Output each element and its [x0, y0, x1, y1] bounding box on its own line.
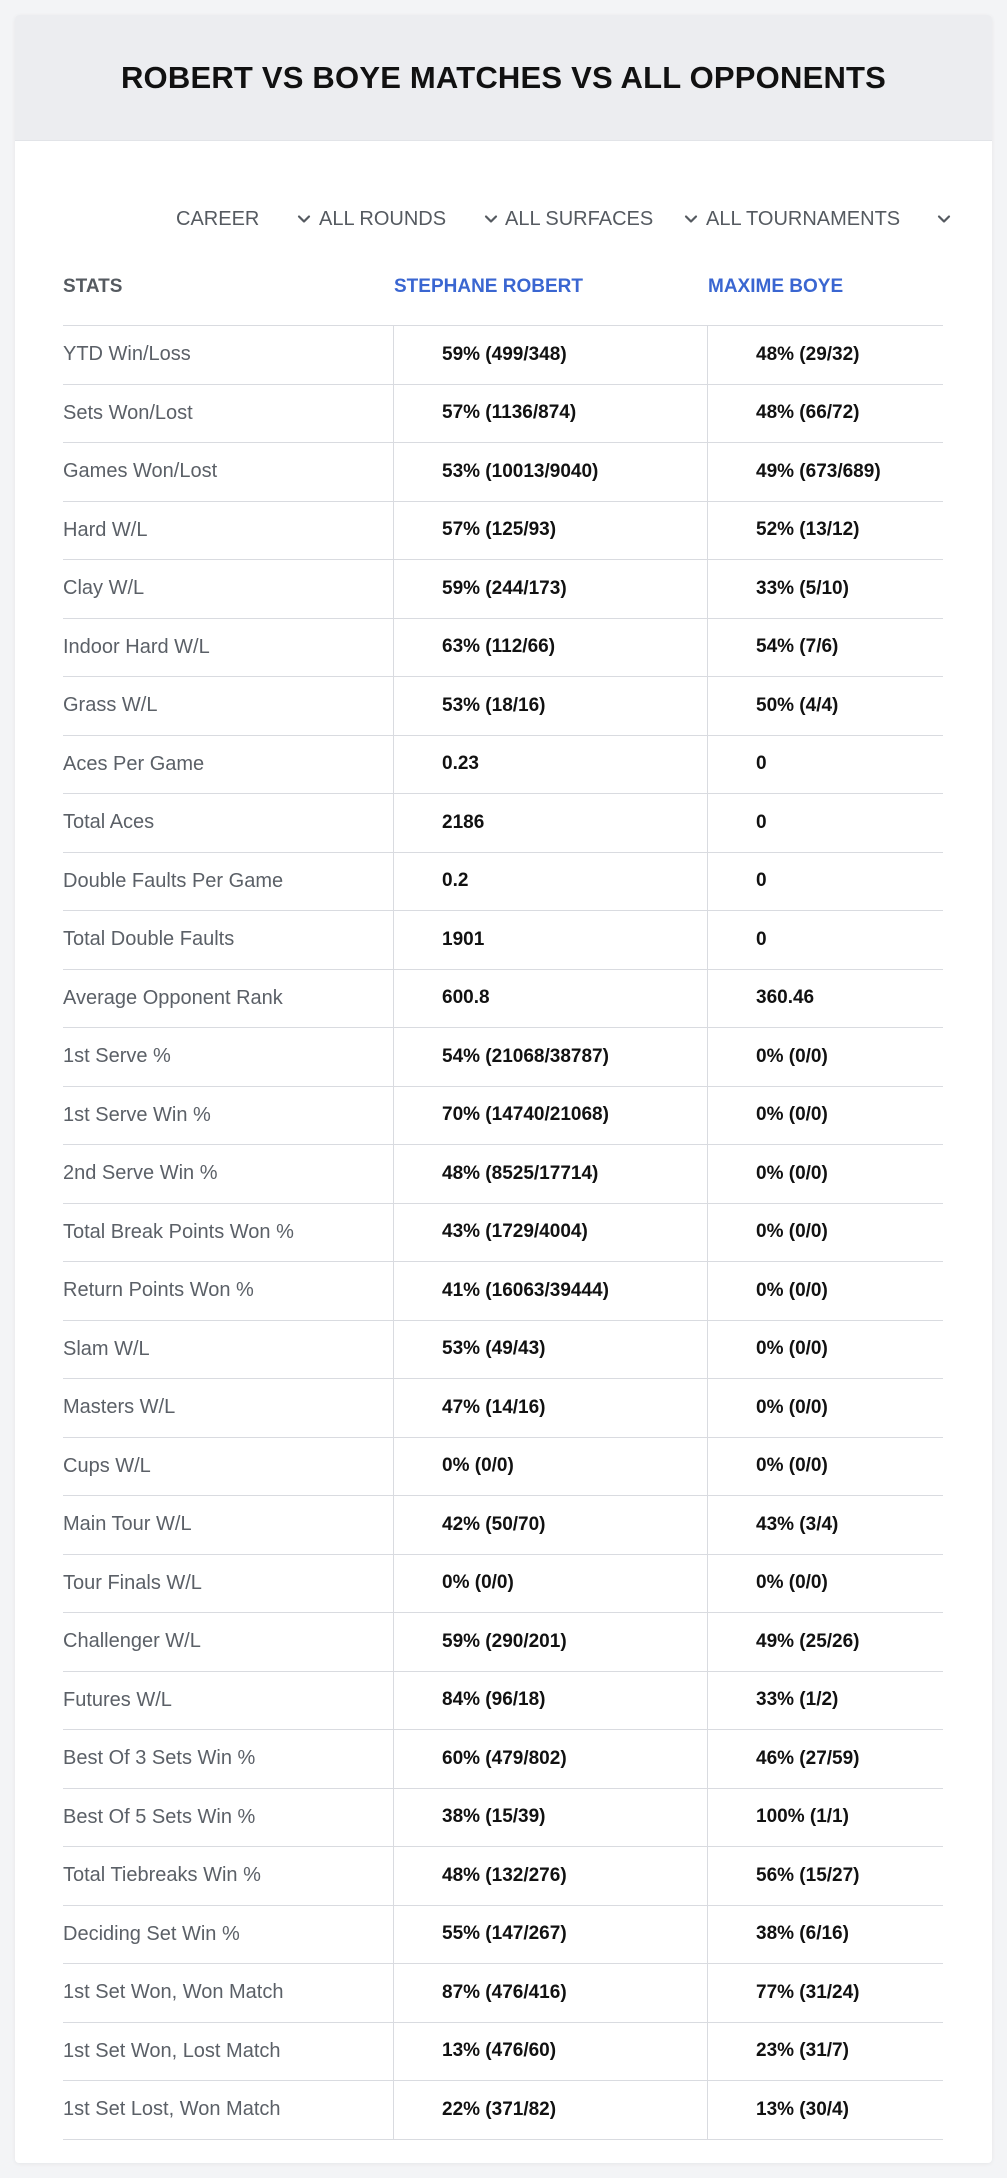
table-row — [63, 1379, 943, 1438]
player1-stat-value: 53% (49/43) — [393, 1321, 707, 1379]
player2-stat-value: 77% (31/24) — [707, 1964, 943, 2022]
table-row — [63, 1028, 943, 1087]
filter-bar — [15, 191, 992, 247]
table-row — [63, 1555, 943, 1614]
player2-stat-value: 0% (0/0) — [707, 1028, 943, 1086]
player2-stat-value: 52% (13/12) — [707, 502, 943, 560]
player2-stat-value: 48% (29/32) — [707, 326, 943, 384]
stat-label: Total Tiebreaks Win % — [63, 1864, 261, 1887]
player2-stat-value: 54% (7/6) — [707, 619, 943, 677]
filter-tournaments-select[interactable] — [706, 191, 952, 247]
table-row — [63, 619, 943, 678]
stat-label: Best Of 3 Sets Win % — [63, 1747, 256, 1770]
stat-label: Grass W/L — [63, 694, 158, 717]
stat-label: Cups W/L — [63, 1454, 151, 1477]
stat-label: Double Faults Per Game — [63, 869, 284, 892]
player1-stat-value: 0.2 — [393, 853, 707, 911]
player2-stat-value: 360.46 — [707, 970, 943, 1028]
table-row — [63, 2081, 943, 2140]
player2-stat-value: 38% (6/16) — [707, 1906, 943, 1964]
player2-stat-value: 43% (3/4) — [707, 1496, 943, 1554]
stat-label: Clay W/L — [63, 577, 145, 600]
stat-label: 1st Serve % — [63, 1045, 171, 1068]
stat-label: Games Won/Lost — [63, 460, 218, 483]
player1-stat-value: 22% (371/82) — [393, 2081, 707, 2139]
table-row — [63, 1496, 943, 1555]
filter-career-select[interactable] — [176, 191, 312, 247]
table-row — [63, 1730, 943, 1789]
chevron-down-icon — [483, 211, 499, 227]
player2-stat-value: 23% (31/7) — [707, 2023, 943, 2081]
table-row — [63, 443, 943, 502]
stat-label: 1st Set Lost, Won Match — [63, 2098, 281, 2121]
stat-label: YTD Win/Loss — [63, 343, 191, 366]
page-title: ROBERT VS BOYE MATCHES VS ALL OPPONENTS — [120, 59, 887, 95]
player1-stat-value: 57% (1136/874) — [393, 385, 707, 443]
stat-label: Return Points Won % — [63, 1279, 254, 1302]
player2-stat-value: 49% (673/689) — [707, 443, 943, 501]
player1-stat-value: 48% (8525/17714) — [393, 1145, 707, 1203]
table-body — [63, 326, 943, 2140]
player1-stat-value: 48% (132/276) — [393, 1847, 707, 1905]
player2-stat-value: 33% (5/10) — [707, 560, 943, 618]
column-header-stats: STATS — [63, 275, 123, 297]
stat-label: 2nd Serve Win % — [63, 1162, 218, 1185]
table-row — [63, 853, 943, 912]
table-row — [63, 1087, 943, 1146]
player2-stat-value: 0% (0/0) — [707, 1262, 943, 1320]
stat-label: Sets Won/Lost — [63, 401, 193, 424]
column-header-player1-link[interactable]: STEPHANE ROBERT — [394, 275, 583, 297]
table-row — [63, 736, 943, 795]
chevron-down-icon — [936, 211, 952, 227]
player1-stat-value: 59% (499/348) — [393, 326, 707, 384]
player1-stat-value: 57% (125/93) — [393, 502, 707, 560]
player1-stat-value: 600.8 — [393, 970, 707, 1028]
stat-label: Total Double Faults — [63, 928, 235, 951]
filter-surfaces-select[interactable] — [505, 191, 699, 247]
stat-label: Main Tour W/L — [63, 1513, 192, 1536]
table-row — [63, 1321, 943, 1380]
player2-stat-value: 0 — [707, 853, 943, 911]
stat-label: Deciding Set Win % — [63, 1922, 240, 1945]
stat-label: 1st Serve Win % — [63, 1103, 211, 1126]
table-row — [63, 1204, 943, 1263]
table-row — [63, 560, 943, 619]
table-row — [63, 2023, 943, 2082]
player1-stat-value: 53% (10013/9040) — [393, 443, 707, 501]
stat-label: Aces Per Game — [63, 752, 205, 775]
table-row — [63, 1262, 943, 1321]
stat-label: Tour Finals W/L — [63, 1571, 202, 1594]
player2-stat-value: 100% (1/1) — [707, 1789, 943, 1847]
player1-stat-value: 1901 — [393, 911, 707, 969]
player1-stat-value: 87% (476/416) — [393, 1964, 707, 2022]
table-row — [63, 677, 943, 736]
player1-stat-value: 41% (16063/39444) — [393, 1262, 707, 1320]
player1-stat-value: 43% (1729/4004) — [393, 1204, 707, 1262]
table-row — [63, 502, 943, 561]
player2-stat-value: 48% (66/72) — [707, 385, 943, 443]
player2-stat-value: 0% (0/0) — [707, 1555, 943, 1613]
player1-stat-value: 0.23 — [393, 736, 707, 794]
table-header — [63, 247, 943, 326]
stat-label: Masters W/L — [63, 1396, 176, 1419]
filter-label: ALL TOURNAMENTS — [706, 207, 901, 230]
stat-label: Futures W/L — [63, 1688, 172, 1711]
stat-label: Total Break Points Won % — [63, 1220, 294, 1243]
stats-table — [63, 247, 943, 2140]
stats-card — [15, 15, 992, 2163]
player2-stat-value: 46% (27/59) — [707, 1730, 943, 1788]
player2-stat-value: 49% (25/26) — [707, 1613, 943, 1671]
player2-stat-value: 13% (30/4) — [707, 2081, 943, 2139]
table-row — [63, 1438, 943, 1497]
stat-label: Hard W/L — [63, 518, 148, 541]
stat-label: Best Of 5 Sets Win % — [63, 1805, 256, 1828]
stat-label: Challenger W/L — [63, 1630, 201, 1653]
stat-label: Average Opponent Rank — [63, 986, 283, 1009]
player2-stat-value: 33% (1/2) — [707, 1672, 943, 1730]
table-row — [63, 1906, 943, 1965]
player1-stat-value: 47% (14/16) — [393, 1379, 707, 1437]
player2-stat-value: 0% (0/0) — [707, 1321, 943, 1379]
player1-stat-value: 38% (15/39) — [393, 1789, 707, 1847]
filter-label: ALL ROUNDS — [319, 207, 447, 230]
table-row — [63, 1847, 943, 1906]
player2-stat-value: 0 — [707, 794, 943, 852]
player1-stat-value: 84% (96/18) — [393, 1672, 707, 1730]
table-row — [63, 1964, 943, 2023]
chevron-down-icon — [296, 211, 312, 227]
table-row — [63, 385, 943, 444]
player2-stat-value: 0% (0/0) — [707, 1438, 943, 1496]
player2-stat-value: 0% (0/0) — [707, 1204, 943, 1262]
player1-stat-value: 13% (476/60) — [393, 2023, 707, 2081]
player1-stat-value: 2186 — [393, 794, 707, 852]
stat-label: Total Aces — [63, 811, 155, 834]
player1-stat-value: 0% (0/0) — [393, 1555, 707, 1613]
chevron-down-icon — [683, 211, 699, 227]
player1-stat-value: 70% (14740/21068) — [393, 1087, 707, 1145]
filter-label: CAREER — [176, 207, 260, 230]
player1-stat-value: 53% (18/16) — [393, 677, 707, 735]
player1-stat-value: 60% (479/802) — [393, 1730, 707, 1788]
player2-stat-value: 56% (15/27) — [707, 1847, 943, 1905]
table-row — [63, 1613, 943, 1672]
player1-stat-value: 59% (290/201) — [393, 1613, 707, 1671]
filter-label: ALL SURFACES — [505, 207, 654, 230]
player1-stat-value: 54% (21068/38787) — [393, 1028, 707, 1086]
player2-stat-value: 50% (4/4) — [707, 677, 943, 735]
player1-stat-value: 59% (244/173) — [393, 560, 707, 618]
table-row — [63, 1672, 943, 1731]
player2-stat-value: 0% (0/0) — [707, 1087, 943, 1145]
player1-stat-value: 63% (112/66) — [393, 619, 707, 677]
column-header-player2-link[interactable]: MAXIME BOYE — [708, 275, 844, 297]
player1-stat-value: 42% (50/70) — [393, 1496, 707, 1554]
table-row — [63, 970, 943, 1029]
card-header — [15, 15, 992, 141]
table-row — [63, 1145, 943, 1204]
table-row — [63, 326, 943, 385]
player2-stat-value: 0% (0/0) — [707, 1379, 943, 1437]
table-row — [63, 911, 943, 970]
table-row — [63, 1789, 943, 1848]
stat-label: 1st Set Won, Lost Match — [63, 2039, 281, 2062]
table-row — [63, 794, 943, 853]
player1-stat-value: 0% (0/0) — [393, 1438, 707, 1496]
filter-rounds-select[interactable] — [319, 191, 499, 247]
stat-label: Indoor Hard W/L — [63, 635, 210, 658]
stat-label: Slam W/L — [63, 1337, 150, 1360]
player2-stat-value: 0 — [707, 736, 943, 794]
player2-stat-value: 0 — [707, 911, 943, 969]
player2-stat-value: 0% (0/0) — [707, 1145, 943, 1203]
stat-label: 1st Set Won, Won Match — [63, 1981, 284, 2004]
player1-stat-value: 55% (147/267) — [393, 1906, 707, 1964]
